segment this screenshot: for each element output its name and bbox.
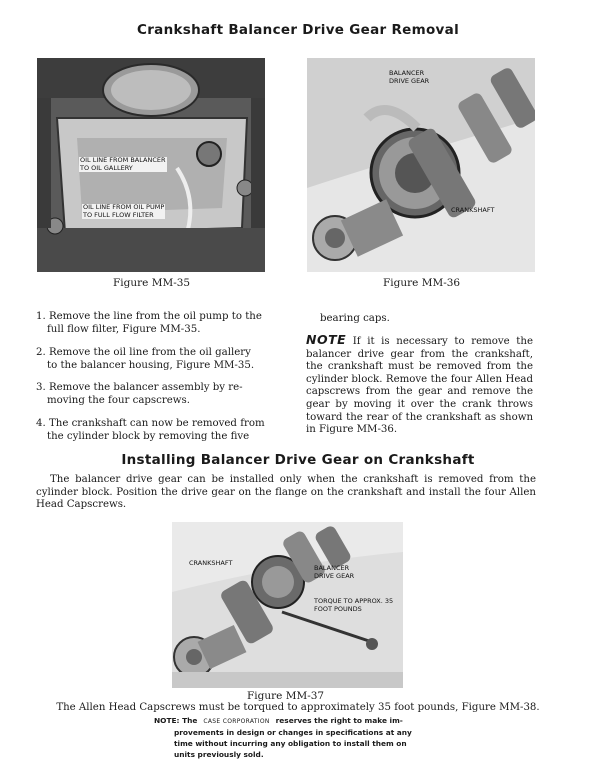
callout-balancer-drive-gear-2: BALANCER DRIVE GEAR <box>314 564 355 580</box>
section-title-installing: Installing Balancer Drive Gear on Crankshaft <box>121 452 475 468</box>
figure-mm-36-caption: Figure MM-36 <box>383 277 461 289</box>
callout-crankshaft: CRANKSHAFT <box>451 206 495 214</box>
step-4: 4. The crankshaft can now be removed from the cylinder block by removing the five <box>36 418 265 442</box>
callout-oil-line-pump: OIL LINE FROM OIL PUMP TO FULL FLOW FILTER <box>83 203 165 219</box>
step-1: 1. Remove the line from the oil pump to the full flow filter, Figure MM-35. <box>36 311 262 335</box>
figure-mm-37-photo <box>172 522 403 688</box>
note-paragraph <box>306 334 533 437</box>
figure-mm-36-photo <box>307 58 535 272</box>
step-3: 3. Remove the balancer assembly by re- moving the four capscrews. <box>36 382 243 406</box>
footnote: NOTE: The CASE CORPORATION reserves the right to make im- provements in design or changes in specifications at any time without incurring any obligation to install them on units previously sold. <box>154 716 412 759</box>
step-4-continued: bearing caps. <box>320 313 390 324</box>
note-text: If it is necessary to remove the balancer drive gear from the crankshaft, the crankshaft must be removed from the cylinder block. Remove the four Allen Head capscrews from the gear and remove the gear by moving it over the crank throws toward the rear of the crankshaft as shown in Figure MM-36. <box>306 336 533 436</box>
callout-oil-line-balancer: OIL LINE FROM BALANCER TO OIL GALLERY <box>80 156 166 172</box>
figure-mm-37-caption: Figure MM-37 <box>247 690 325 702</box>
section-2-paragraph: The balancer drive gear can be installed only when the crankshaft is removed from the cylinder block. Position the drive gear on the flange on the crankshaft and install the four Allen Head Capscrews. <box>36 474 536 511</box>
step-2: 2. Remove the oil line from the oil gallery to the balancer housing, Figure MM-35. <box>36 347 255 371</box>
closing-line: The Allen Head Capscrews must be torqued to approximately 35 foot pounds, Figure MM-38. <box>56 702 540 713</box>
callout-balancer-drive-gear: BALANCER DRIVE GEAR <box>389 69 430 85</box>
figure-mm-35-caption: Figure MM-35 <box>113 277 191 289</box>
callout-torque: TORQUE TO APPROX. 35 FOOT POUNDS <box>314 597 394 613</box>
callout-crankshaft-2: CRANKSHAFT <box>189 559 233 567</box>
note-label: NOTE <box>306 332 347 347</box>
company-name: CASE CORPORATION <box>203 718 270 725</box>
figure-mm-35-photo <box>37 58 265 272</box>
page-title: Crankshaft Balancer Drive Gear Removal <box>137 22 459 38</box>
